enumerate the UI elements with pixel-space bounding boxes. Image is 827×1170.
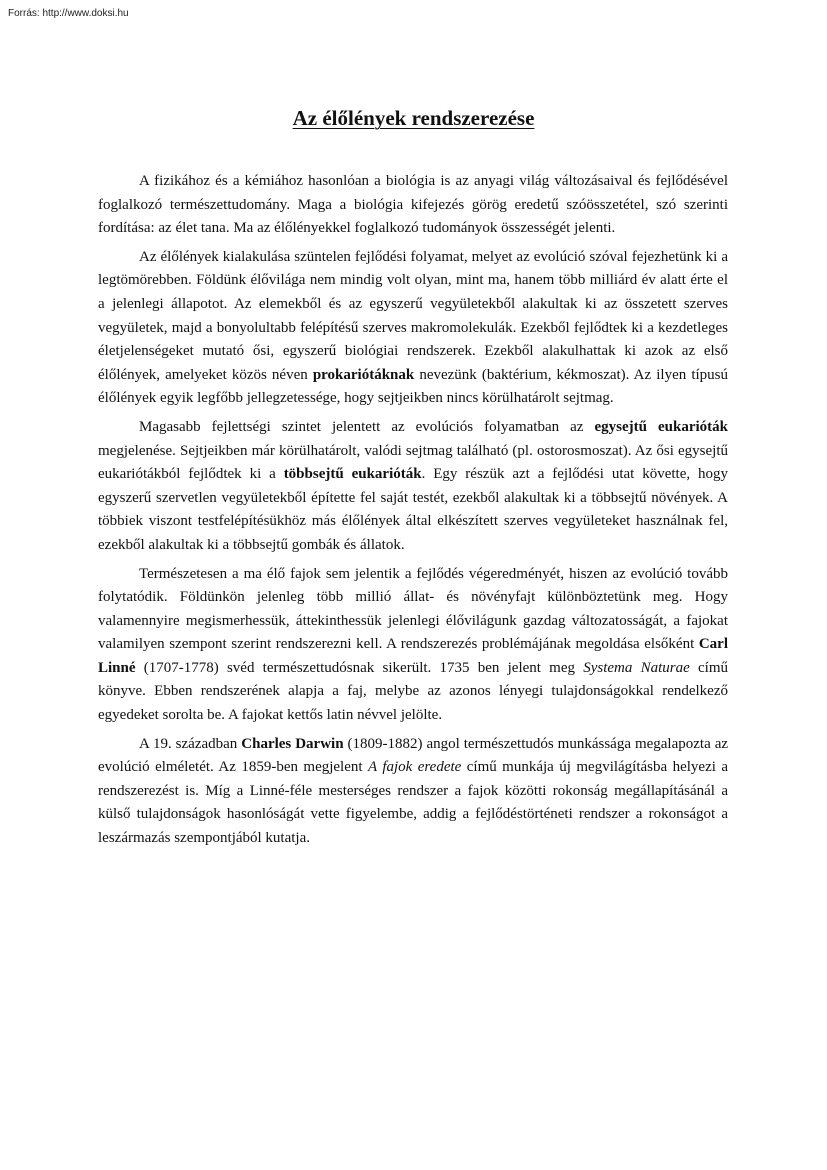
paragraph-text: . Egy részük azt a fejlődési utat követte, hogy egyszerű szervetlen vegyületekből építette fel saját testét, ezekből alakultak ki a többsejtű növények. A többiek viszont testfelépítésükhöz más élőlények által elkészített szerves vegyületeket használnak fel, ezekből alakultak ki a többsejtű gombák és állatok. <box>98 466 729 553</box>
bold-name-charles-darwin: Charles Darwin <box>241 735 344 752</box>
paragraph-text: Magasabb fejlettségi szintet jelentett az evolúciós folyamatban az <box>139 418 595 435</box>
paragraph-text: megjelenése. Sejtjeikben már körülhatárolt, valódi sejtmag található (pl. ostorosmoszat). Az ősi egysejtű eukariótákból fejlődtek ki a <box>98 442 728 483</box>
bold-term-tobbsejtu-eukariotak: többsejtű eukarióták <box>283 466 422 483</box>
paragraph-2 <box>98 246 728 411</box>
italic-title-a-fajok-eredete: A fajok eredete <box>368 759 462 776</box>
paragraph-text: A 19. században <box>139 735 242 752</box>
paragraph-text: című könyve. Ebben rendszerének alapja a faj, melybe az azonos lényegi tulajdonságokkal rendelkező egyedeket sorolta be. A fajokat kettős latin névvel jelölte. <box>98 659 729 724</box>
paragraph-3 <box>98 416 728 558</box>
paragraph-text: Az élőlények kialakulása szüntelen fejlődési folyamat, melyet az evolúció szóval fejezhetünk ki a legtömörebben. Földünk élővilága nem mindig volt olyan, mint ma, hanem több milliárd év alatt érte el a jelenlegi állapotot. Az elemekből és az egyszerű vegyületekből alakultak ki az összetett szerves vegyületek, majd a bonyolultabb felépítésű szerves makromolekulák. Ezekből fejlődtek ki a kezdetleges életjelenségeket mutató ősi, egyszerű biológiai rendszerek. Ezekből alakulhattak ki azok az első élőlények, amelyeket közös néven <box>98 248 728 383</box>
source-note: Forrás: http://www.doksi.hu <box>8 8 129 19</box>
bold-term-egysejtu-eukariotak: egysejtű eukarióták <box>594 418 728 435</box>
paragraph-text: Természetesen a ma élő fajok sem jelentik a fejlődés végeredményét, hiszen az evolúció tovább folytatódik. Földünkön jelenleg több millió állat- és növényfajt különböztetünk meg. Hogy valamennyire megismerhessük, áttekinthessük jelenlegi élővilágunk gazdag változatosságát, a fajokat valamilyen szempont szerint rendszerezni kell. A rendszerezés problémájának megoldása elsőként <box>98 565 728 653</box>
paragraph-5 <box>98 733 728 851</box>
paragraph-text: (1809-1882) angol természettudós munkássága megalapozta az evolúció elméletét. Az 1859-ben megjelent <box>98 735 729 776</box>
bold-term-prokariotaknak: prokariótáknak <box>312 366 415 383</box>
italic-title-systema-naturae: Systema Naturae <box>583 659 690 676</box>
bold-name-carl-linne: Carl Linné <box>98 636 728 676</box>
paragraph-text: A fizikához és a kémiához hasonlóan a biológia is az anyagi világ változásaival és fejlődésével foglalkozó természettudomány. Maga a biológia kifejezés görög eredetű szóösszetétel, szó szerinti fordítása: az élet tana. Ma az élőlényekkel foglalkozó tudományok összességét jelenti. <box>98 173 728 237</box>
paragraph-4 <box>98 563 728 728</box>
paragraph-text: (1707-1778) svéd természettudósnak sikerült. 1735 ben jelent meg <box>135 659 584 676</box>
document-title: Az élőlények rendszerezése <box>292 106 535 130</box>
paragraph-1 <box>98 170 728 241</box>
paragraph-text: nevezünk (baktérium, kékmoszat). Az ilyen típusú élőlények egyik legfőbb jellegzetessége, hogy sejtjeikben nincs körülhatárolt sejtmag. <box>98 366 728 407</box>
paragraph-text: című munkája új megvilágításba helyezi a rendszerezést is. Míg a Linné-féle mesterséges rendszer a fajok közötti rokonság megállapításánál a külső tulajdonságok hasonlóságát vette figyelembe, addig a fejlődéstörténeti rendszer a rokonságot a leszármazás szempontjából kutatja. <box>98 759 728 847</box>
document-body <box>98 170 728 856</box>
